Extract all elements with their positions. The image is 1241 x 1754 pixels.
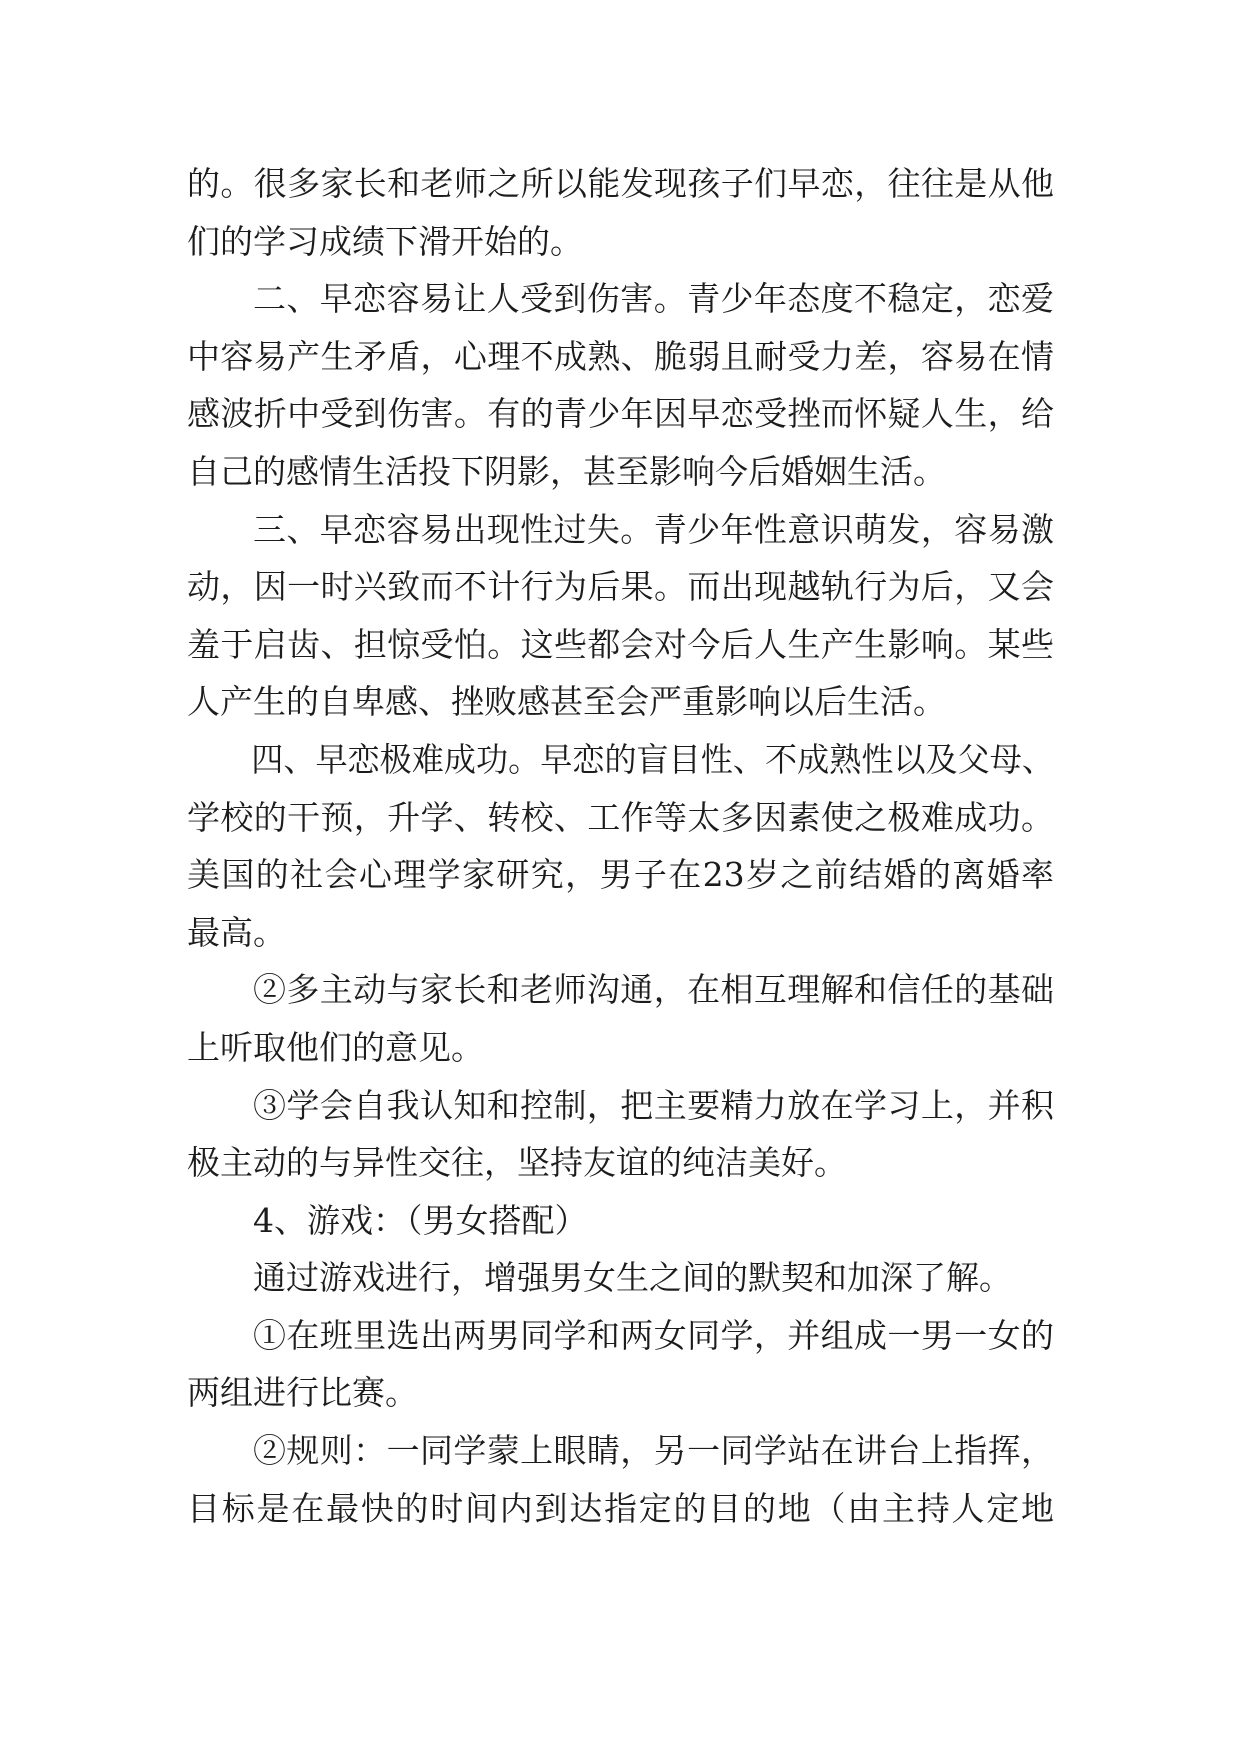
paragraph [187, 270, 1054, 500]
text-line: 目标是在最快的时间内到达指定的目的地（由主持人定地 [187, 1488, 1054, 1528]
text-line: 美国的社会心理学家研究，男子在23岁之前结婚的离婚率 [187, 855, 1054, 895]
text-line: 上听取他们的意见。 [187, 1027, 484, 1067]
text-line: 四、早恋极难成功。早恋的盲目性、不成熟性以及父母、 [251, 739, 1054, 779]
paragraph [187, 1307, 1054, 1422]
text-line: 最高。 [187, 912, 286, 952]
text-line: 学校的干预，升学、转校、工作等太多因素使之极难成功。 [187, 797, 1054, 837]
text-line: 的。很多家长和老师之所以能发现孩子们早恋，往往是从他 [187, 164, 1054, 203]
text-line: ②规则：一同学蒙上眼睛，另一同学站在讲台上指挥， [253, 1431, 1054, 1471]
text-line: 三、早恋容易出现性过失。青少年性意识萌发，容易激 [253, 509, 1054, 549]
text-line: 动，因一时兴致而不计行为后果。而出现越轨行为后，又会 [187, 567, 1054, 607]
text-line: 二、早恋容易让人受到伤害。青少年态度不稳定，恋爱 [253, 279, 1054, 319]
paragraph [187, 1422, 1054, 1537]
paragraph [187, 731, 1054, 961]
paragraph [187, 961, 1054, 1076]
text-line: 4、游戏：（男女搭配） [253, 1200, 588, 1240]
paragraph [187, 501, 1054, 731]
text-line: 极主动的与异性交往，坚持友谊的纯洁美好。 [187, 1143, 847, 1183]
paragraph [187, 1249, 1054, 1307]
text-line: 们的学习成绩下滑开始的。 [187, 221, 583, 261]
text-line: ③学会自我认知和控制，把主要精力放在学习上，并积 [253, 1085, 1054, 1125]
text-line: ②多主动与家长和老师沟通，在相互理解和信任的基础 [253, 970, 1054, 1010]
text-line: ①在班里选出两男同学和两女同学，并组成一男一女的 [253, 1315, 1054, 1355]
text-line: 羞于启齿、担惊受怕。这些都会对今后人生产生影响。某些 [187, 624, 1054, 664]
text-line: 自己的感情生活投下阴影，甚至影响今后婚姻生活。 [187, 451, 946, 491]
text-line: 感波折中受到伤害。有的青少年因早恋受挫而怀疑人生，给 [187, 394, 1054, 434]
text-line: 两组进行比赛。 [187, 1373, 418, 1413]
text-line: 人产生的自卑感、挫败感甚至会严重影响以后生活。 [187, 682, 946, 722]
text-line: 通过游戏进行，增强男女生之间的默契和加深了解。 [253, 1258, 1012, 1298]
section-heading [187, 1192, 1054, 1250]
paragraph [187, 1077, 1054, 1192]
text-line: 中容易产生矛盾，心理不成熟、脆弱且耐受力差，容易在情 [187, 336, 1054, 376]
paragraph [187, 155, 1054, 270]
body-text [187, 155, 1054, 1537]
